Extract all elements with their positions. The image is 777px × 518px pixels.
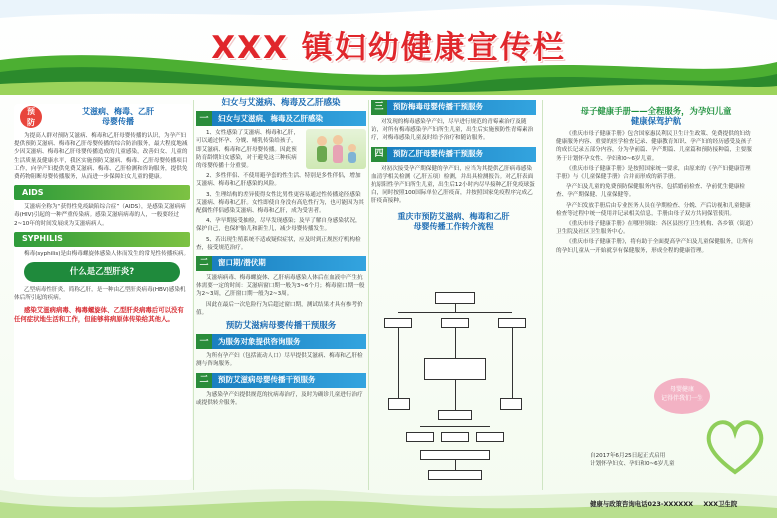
footer xyxy=(590,499,737,508)
section-syphilis-intervention xyxy=(371,100,536,115)
flow-connector xyxy=(455,328,456,358)
prevention-intro: 为提高人群对预防艾滋病、梅毒和乙肝母婴传播的认识，为孕产妇提供预防艾滋病、梅毒和乙肝母婴传播的综合防治服务，最大程度地减少因艾滋病、梅毒和乙肝母婴传播造成的儿童感染，改善妇女、儿童的生活质量及健康水平，我区实施预防艾滋病、梅毒、乙肝母婴传播项目工作，向孕产妇提供免费艾滋病、梅毒、乙肝检测和咨询服务，提供免费药物阻断母婴传播服务，从而进一步保障妇女儿童的健康。 xyxy=(14,133,188,181)
aids-intervention-heading: 预防艾滋病母婴传播干预服务 xyxy=(225,321,337,332)
aids-text: 艾滋病全称为“获得性免疫缺陷综合症”（AIDS），是感染艾滋病病毒(HIV)引起的一种严重传染病。感染艾滋病病毒的人，一般要经过2~10年的时间发展成为艾滋病病人。 xyxy=(14,204,186,227)
flow-connector xyxy=(455,304,456,312)
prevention-title-line1: 艾滋病、梅毒、乙肝 xyxy=(82,107,154,116)
section-title: 预防艾滋病母婴传播干预服务 xyxy=(212,373,366,388)
family-figures-icon xyxy=(306,129,366,169)
section-title: 预防乙肝母婴传播干预服务 xyxy=(387,147,536,162)
flow-connector xyxy=(455,380,456,410)
flow-connector xyxy=(512,328,513,398)
page-title: XXX 镇妇幼健康宣传栏 xyxy=(211,30,566,66)
section-number: 一 xyxy=(196,334,212,349)
flow-connector xyxy=(398,312,512,313)
launch-date: 自2017年6月25日起正式启用 xyxy=(590,453,666,459)
flow-box-a xyxy=(406,432,434,442)
badge-bottom-char: 防 xyxy=(27,118,35,127)
handbook-stamp xyxy=(654,378,710,414)
closing-warning: 感染艾滋病病毒、梅毒螺旋体、乙型肝炎病毒后可以没有任何症状地生活和工作，但能够将病原体传染给其他人。 xyxy=(14,306,184,323)
handbook-item-4: 孕产妇发放手册后由专业医务人员在孕期检查、分娩、产后访视和儿童健康检查等过程中统一使用并记录相关信息，手册由母子双方共同保管使用。 xyxy=(556,202,751,217)
window-p2: 因此在最后一次危险行为后超过窗口期，测试结果才具有参考价值。 xyxy=(196,301,363,316)
flow-connector xyxy=(420,426,490,427)
footer-hotline: 健康与政策咨询电话023-XXXXXX xyxy=(590,500,694,508)
flow-box-right xyxy=(500,398,522,410)
flow-box-syphilis xyxy=(441,318,469,328)
prevention-badge xyxy=(20,106,42,128)
launch-target: 计划怀孕妇女、孕妇和0~6岁儿童 xyxy=(590,461,675,467)
flow-box-b xyxy=(441,432,469,442)
column-women-infection xyxy=(196,96,366,409)
flow-box-hepb xyxy=(498,318,526,328)
flow-box-c xyxy=(476,432,504,442)
section-title: 窗口期/潜伏期 xyxy=(212,256,366,271)
divider-3 xyxy=(542,100,543,490)
handbook-title-line2: 健康保驾护航 xyxy=(630,116,682,126)
flow-box-left xyxy=(388,398,410,410)
counseling-p1: 为所有孕产妇（包括流动人口）尽早提供艾滋病、梅毒和乙肝检测与咨询服务。 xyxy=(196,353,363,368)
flow-box-pretest xyxy=(435,292,475,304)
section-women-infection xyxy=(196,111,366,126)
hepb-text: 乙型病毒性肝炎，简称乙肝，是一种由乙型肝炎病毒(HBV)感染机体后所引起的疾病。 xyxy=(14,287,186,302)
column-handbook xyxy=(556,106,756,257)
handbook-item-3: 孕产妇及儿童的免费预防保健服务内容，包括婚前检查、孕前优生健康检查、孕产期保健、儿童保健等。 xyxy=(556,184,746,199)
stamp-line1: 母婴健康 xyxy=(669,386,694,393)
flow-box-followup xyxy=(420,450,490,460)
flow-title-line1: 重庆市预防艾滋病、梅毒和乙肝 xyxy=(397,211,510,221)
handbook-title-line1: 母子健康手册——全程服务，为孕妇儿童 xyxy=(580,106,732,116)
divider-1 xyxy=(193,100,194,490)
flow-box-hiv xyxy=(384,318,412,328)
section-title: 妇女与艾滋病、梅毒及乙肝感染 xyxy=(212,111,366,126)
stamp-line2: 记得伴我们一生 xyxy=(660,395,703,402)
section-hepb-intervention xyxy=(371,147,536,162)
section-title: 为服务对象提供咨询服务 xyxy=(212,334,366,349)
referral-flowchart xyxy=(380,292,530,492)
flow-title-line2: 母婴传播工作转介流程 xyxy=(413,221,494,231)
aids-prevention-p1: 为感染孕产妇提供规范的抗病毒治疗，及时为确诊儿童进行治疗或提供转介服务。 xyxy=(196,391,363,406)
flow-connector xyxy=(398,328,399,398)
syphilis-label: SYPHILIS xyxy=(14,232,190,247)
section-number: 二 xyxy=(196,256,212,271)
women-p4: 4、孕早期接受抽检，尽早发现感染；及早了解自身感染状况，保护自己，也保护胎儿和新生儿，减少母婴传播发生。 xyxy=(196,218,361,233)
section-aids-prevention xyxy=(196,373,366,388)
flow-connector xyxy=(455,460,456,470)
handbook-item-6: 《重庆市母子健康手册》，将有助于全面提高孕产妇及儿童保健服务，让所有的孕妇儿童从一开始就享有保健服务，形成全程的健康管理。 xyxy=(556,239,754,254)
women-p2: 2、多性伴侣、不使用避孕套的性生活、特别是多性伴侣，增加艾滋病、梅毒和乙肝感染的风险。 xyxy=(196,173,361,188)
flow-box-positive xyxy=(424,358,486,380)
section-title: 预防梅毒母婴传播干预服务 xyxy=(387,100,536,115)
section-number: 一 xyxy=(196,111,212,126)
section-number: 三 xyxy=(371,100,387,115)
hepb-intervention-p1: 对初次接受孕产期保健的孕产妇，应当为其提供乙肝病毒感染血清学相关检测（乙肝五项）检测，并出具检测报告。对乙肝表面抗原阳性孕产妇所生儿童，出生后12小时内尽早接种乙肝免疫球蛋白，同时按照100国际单位乙肝疫苗，并按照国家免疫程序完成乙肝疫苗接种。 xyxy=(371,165,535,205)
flow-box-referral xyxy=(438,410,472,420)
hepb-label: 什么是乙型肝炎? xyxy=(24,262,180,282)
handbook-item-1: 《重庆市母子健康手册》包含国家惠民利民卫生计生政策、免费提供的妇幼健康服务内容、重要的医学检查记录、健康教育知识、孕产妇的经历感受及孩子的成长记录五部分内容，分为孕前篇、孕产期篇、儿童篇和预防接种篇，主要服务于计划怀孕女性、孕妇和0~6岁儿童。 xyxy=(556,131,752,162)
column-syphilis-hepb xyxy=(371,96,536,232)
footer-wave-decoration xyxy=(0,470,777,518)
column-prevention xyxy=(14,96,190,325)
section-number: 二 xyxy=(196,373,212,388)
section-counseling xyxy=(196,334,366,349)
syphilis-intervention-p1: 对发现的梅毒感染孕产妇，尽早进行规范的青霉素治疗及随访，对所有梅毒感染孕产妇所生儿童，出生后实施预防性青霉素治疗，对梅毒感染儿童及时给予治疗和随访服务。 xyxy=(371,119,534,142)
syphilis-text: 梅毒(syphilis)是由梅毒螺旋体感染人体而发生的常见性传播疾病。 xyxy=(24,250,190,257)
section-number: 四 xyxy=(371,147,387,162)
section-window-period xyxy=(196,256,366,271)
window-p1: 艾滋病病毒、梅毒螺旋体、乙肝病毒感染人体后在血液中产生抗体需要一定的时间：艾滋病窗口期一般为3~6个月；梅毒窗口期一般为2~3周，乙肝窗口期一般为2~3周。 xyxy=(196,275,365,298)
women-heading: 妇女与艾滋病、梅毒及乙肝感染 xyxy=(221,98,341,108)
handbook-item-2: 《重庆市母子健康手册》是按照国家统一要求，由原来的《孕产妇健康管理手册》与《儿童保健手册》合并而形成的新手册。 xyxy=(556,165,751,181)
women-p1: 1、女性感染了艾滋病、梅毒和乙肝，可以通过怀孕、分娩、哺乳传染给孩子，即艾滋病、梅毒和乙肝母婴传播。因此预防育龄期妇女感染，对于避免这三种疾病的母婴传播十分重要。 xyxy=(196,130,300,170)
badge-top-char: 预 xyxy=(27,107,35,116)
women-p5: 5、若出现生殖系统不适或疑似症状，应及时到正规医疗机构检查，接受规范治疗。 xyxy=(196,236,361,251)
family-illustration xyxy=(306,129,366,169)
divider-2 xyxy=(368,100,369,490)
handbook-item-5: 《重庆市母子健康手册》在哪里领取：各区县医疗卫生机构、各乡镇（街道）卫生院及社区卫生服务中心。 xyxy=(556,221,754,236)
aids-label: AIDS xyxy=(14,185,190,200)
footer-org: XXX卫生院 xyxy=(703,500,738,508)
women-p3: 3、生理结构的差异使得女性比男性更容易通过性传播途径感染艾滋病、梅毒和乙肝。女性即使自身没有高危性行为，也可能因为其配偶性伴侣感染艾滋病、梅毒和乙肝，成为受害者。 xyxy=(196,191,364,215)
prevention-heading xyxy=(20,106,190,128)
prevention-title-line2: 母婴传播 xyxy=(102,117,134,126)
